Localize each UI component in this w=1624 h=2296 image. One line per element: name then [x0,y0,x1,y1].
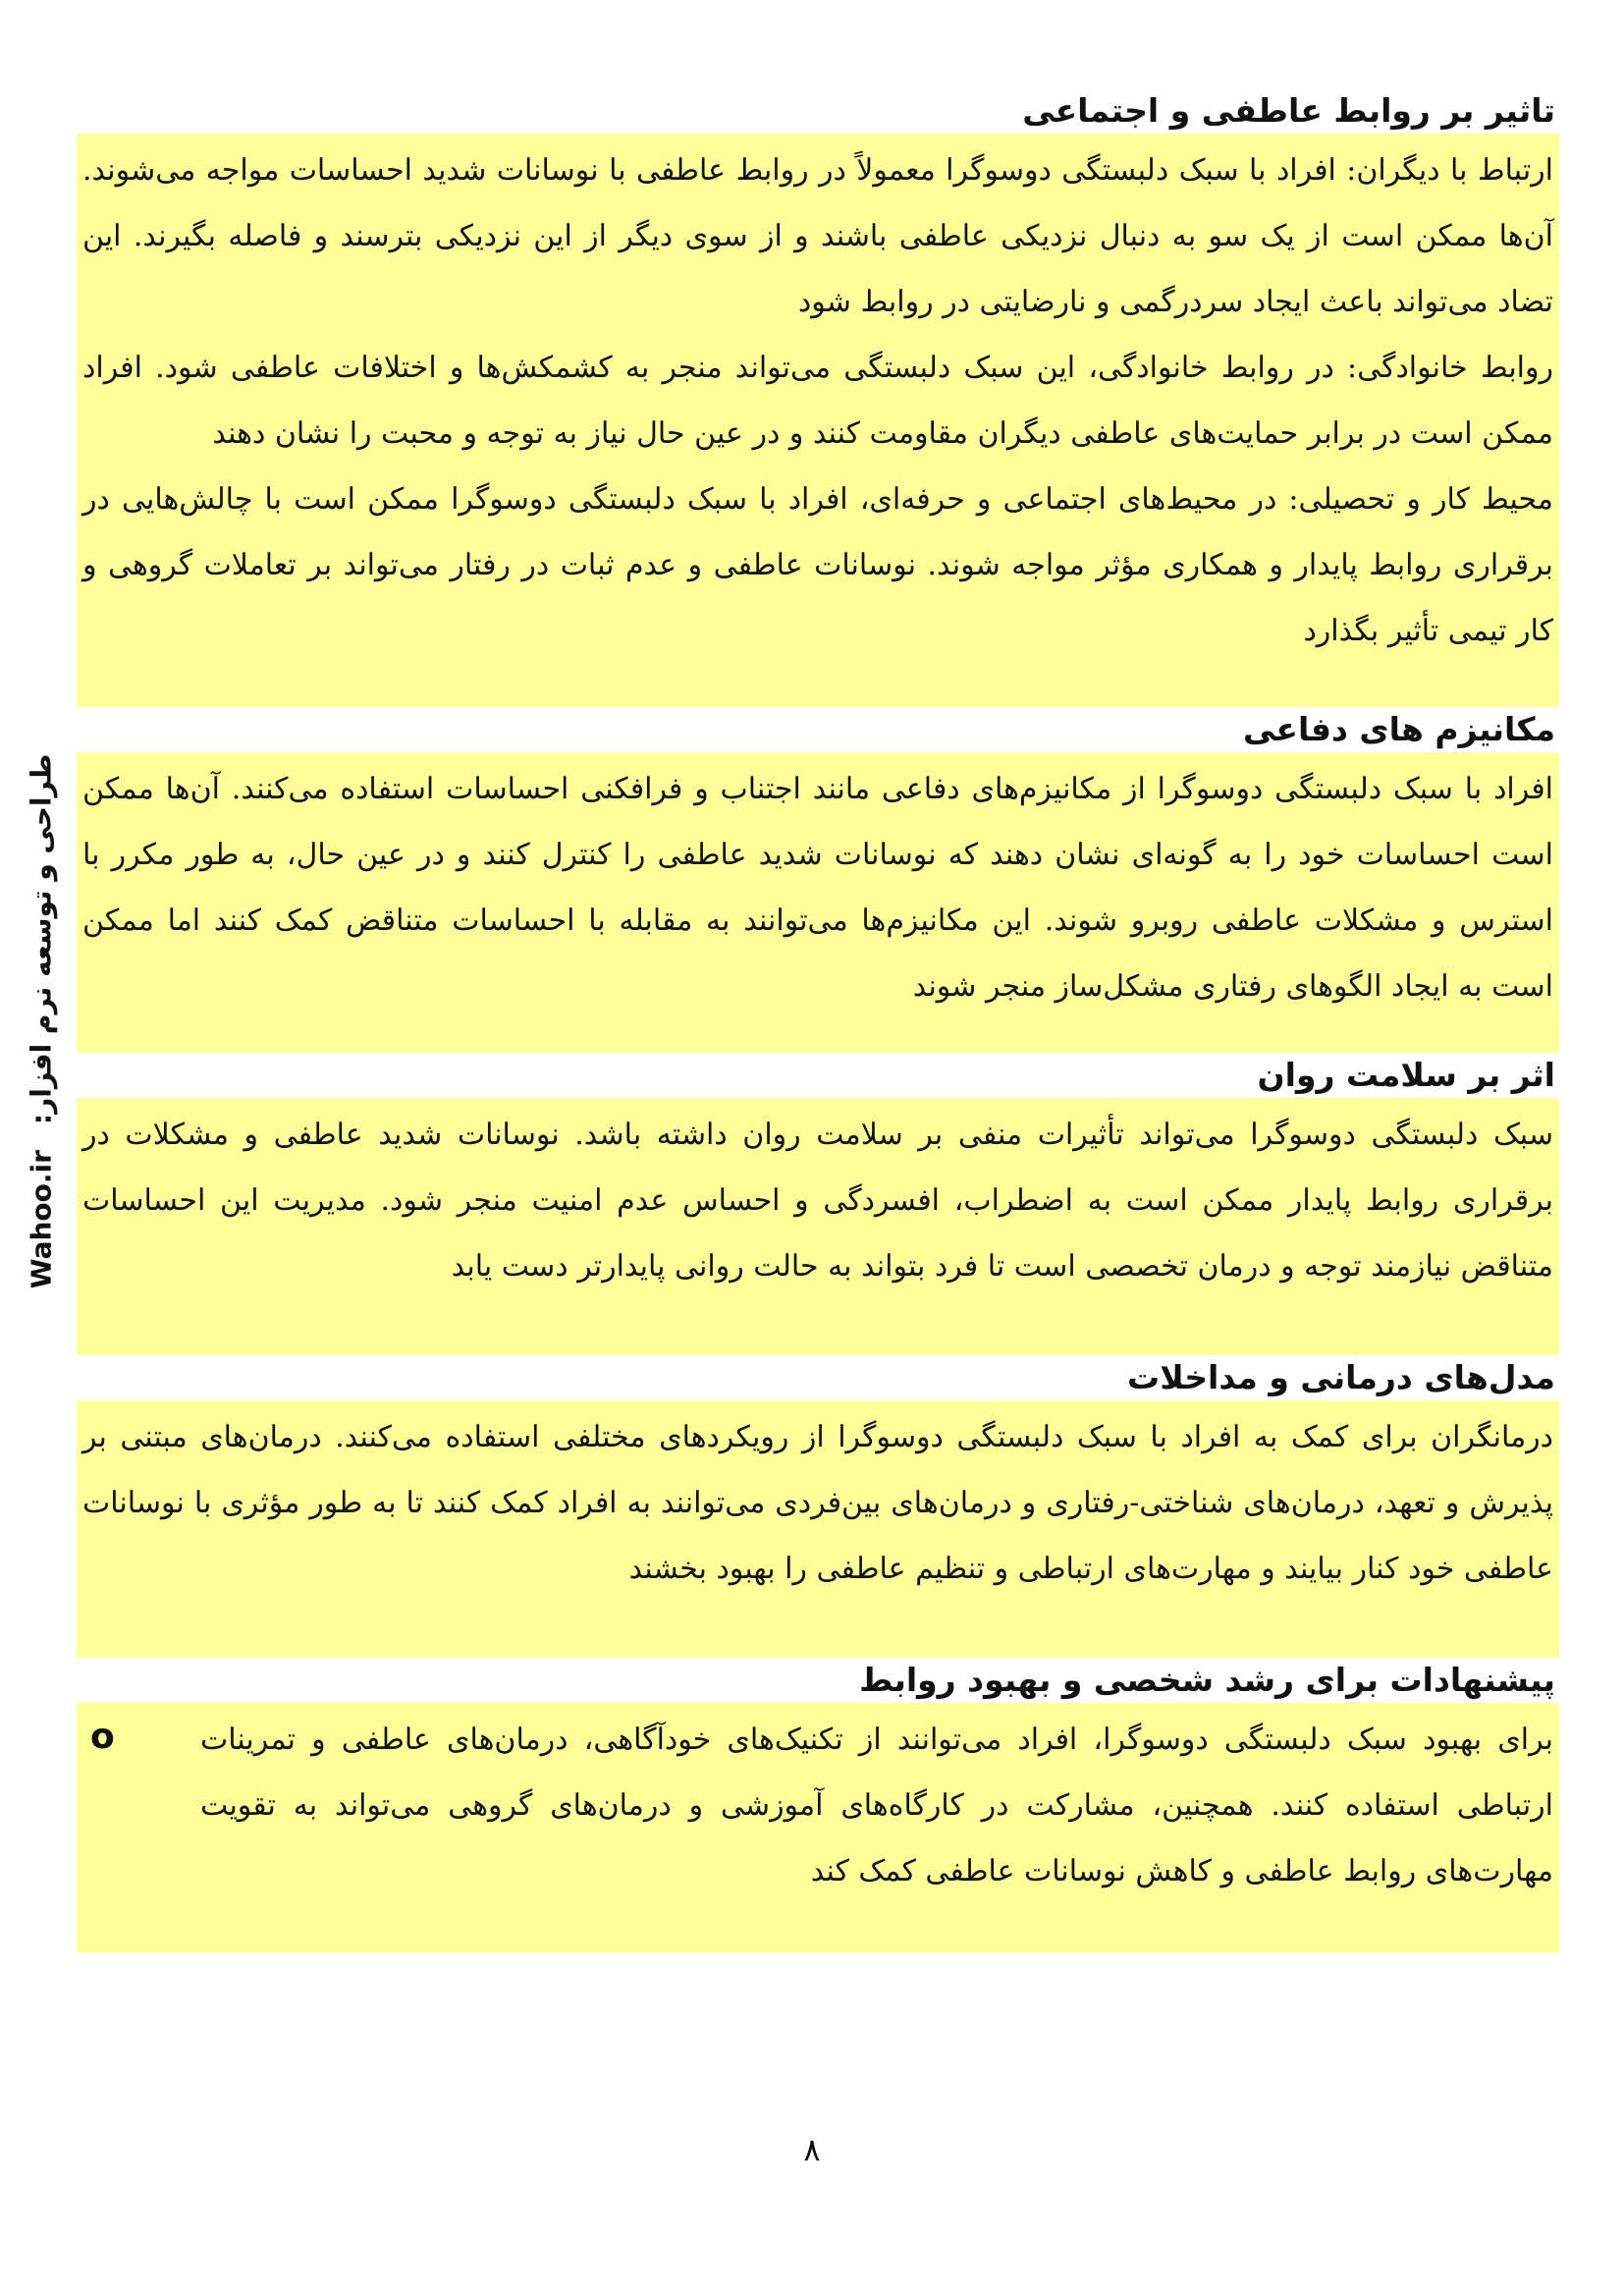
highlighted-text-block [77,1400,1559,1658]
section-title: پیشنهادات برای رشد شخصی و بهبود روابط [859,1661,1555,1699]
highlighted-text-block [77,134,1559,707]
paragraph: برای بهبود سبک دلبستگی دوسوگرا، افراد می‌توانند از تکنیک‌های خودآگاهی، درمان‌های عاطفی و تمرینات ارتباطی استفاده کنند. همچنین، مشارکت در کارگاه‌های آموزشی و درمان‌های گروهی می‌تواند به تقویت مهارت‌های روابط عاطفی و کاهش نوسانات عاطفی کمک کند [200,1722,1553,1888]
bullet-marker: o [90,1717,115,1757]
section-defense-mechanisms [77,707,1559,1053]
section-relationships [77,88,1559,707]
section-title: تاثیر بر روابط عاطفی و اجتماعی [1022,91,1555,130]
page-content [77,88,1559,1952]
highlighted-text-block [77,752,1559,1053]
section-mental-health [77,1053,1559,1355]
paragraph: روابط خانوادگی: در روابط خانوادگی، این سبک دلبستگی می‌تواند منجر به کشمکش‌ها و اختلافات عاطفی شود. افراد ممکن است در برابر حمایت‌های عاطفی دیگران مقاومت کنند و در عین حال نیاز به توجه و محبت را نشان دهند [82,351,1553,451]
section-title: مکانیزم های دفاعی [1243,710,1555,748]
paragraph: ارتباط با دیگران: افراد با سبک دلبستگی دوسوگرا معمولاً در روابط عاطفی با نوسانات شدید احساسات مواجه می‌شوند. آن‌ها ممکن است از یک سو به دنبال نزدیکی عاطفی باشند و از سوی دیگر از این نزدیکی بترسند و فاصله بگیرند. این تضاد می‌تواند باعث ایجاد سردرگمی و نارضایتی در روابط شود [82,153,1553,319]
section-suggestions [77,1658,1559,1952]
side-credit-label: طراحی و توسعه نرم افزار: [25,753,58,1125]
section-title: اثر بر سلامت روان [1257,1056,1555,1094]
paragraph: افراد با سبک دلبستگی دوسوگرا از مکانیزم‌های دفاعی مانند اجتناب و فرافکنی احساسات استفاده می‌کنند. آن‌ها ممکن است احساسات خود را به گونه‌ای نشان دهند که نوسانات شدید عاطفی را کنترل کنند و در عین حال، به طور مکرر با استرس و مشکلات عاطفی روبرو شوند. این مکانیزم‌ها می‌توانند به مقابله با احساسات متناقض کمک کنند اما ممکن است به ایجاد الگوهای رفتاری مشکل‌ساز منجر شوند [82,772,1553,1004]
paragraph: درمانگران برای کمک به افراد با سبک دلبستگی دوسوگرا از رویکردهای مختلفی استفاده می‌کنند. درمان‌های مبتنی بر پذیرش و تعهد، درمان‌های شناختی-رفتاری و درمان‌های بین‌فردی می‌توانند به افراد کمک کنند تا به طور مؤثری با نوسانات عاطفی خود کنار بیایند و مهارت‌های ارتباطی و تنظیم عاطفی را بهبود بخشند [82,1420,1553,1586]
side-credit [26,754,58,1289]
paragraph: سبک دلبستگی دوسوگرا می‌تواند تأثیرات منفی بر سلامت روان داشته باشد. نوسانات شدید عاطفی و مشکلات در برقراری روابط پایدار ممکن است به اضطراب، افسردگی و احساس عدم امنیت منجر شود. مدیریت این احساسات متناقض نیازمند توجه و درمان تخصصی است تا فرد بتواند به حالت روانی پایدارتر دست یابد [82,1118,1553,1284]
page-number: ۸ [803,2131,821,2168]
section-title: مدل‌های درمانی و مداخلات [1127,1358,1555,1396]
paragraph: محیط کار و تحصیلی: در محیط‌های اجتماعی و حرفه‌ای، افراد با سبک دلبستگی دوسوگرا ممکن است با چالش‌هایی در برقراری روابط پایدار و همکاری مؤثر مواجه شوند. نوسانات عاطفی و عدم ثبات در رفتار می‌تواند بر تعاملات گروهی و کار تیمی تأثیر بگذارد [82,482,1553,648]
side-credit-site: Wahoo.ir [25,1150,58,1289]
highlighted-text-block [77,1703,1559,1952]
section-therapy-models [77,1355,1559,1658]
highlighted-text-block [77,1098,1559,1355]
